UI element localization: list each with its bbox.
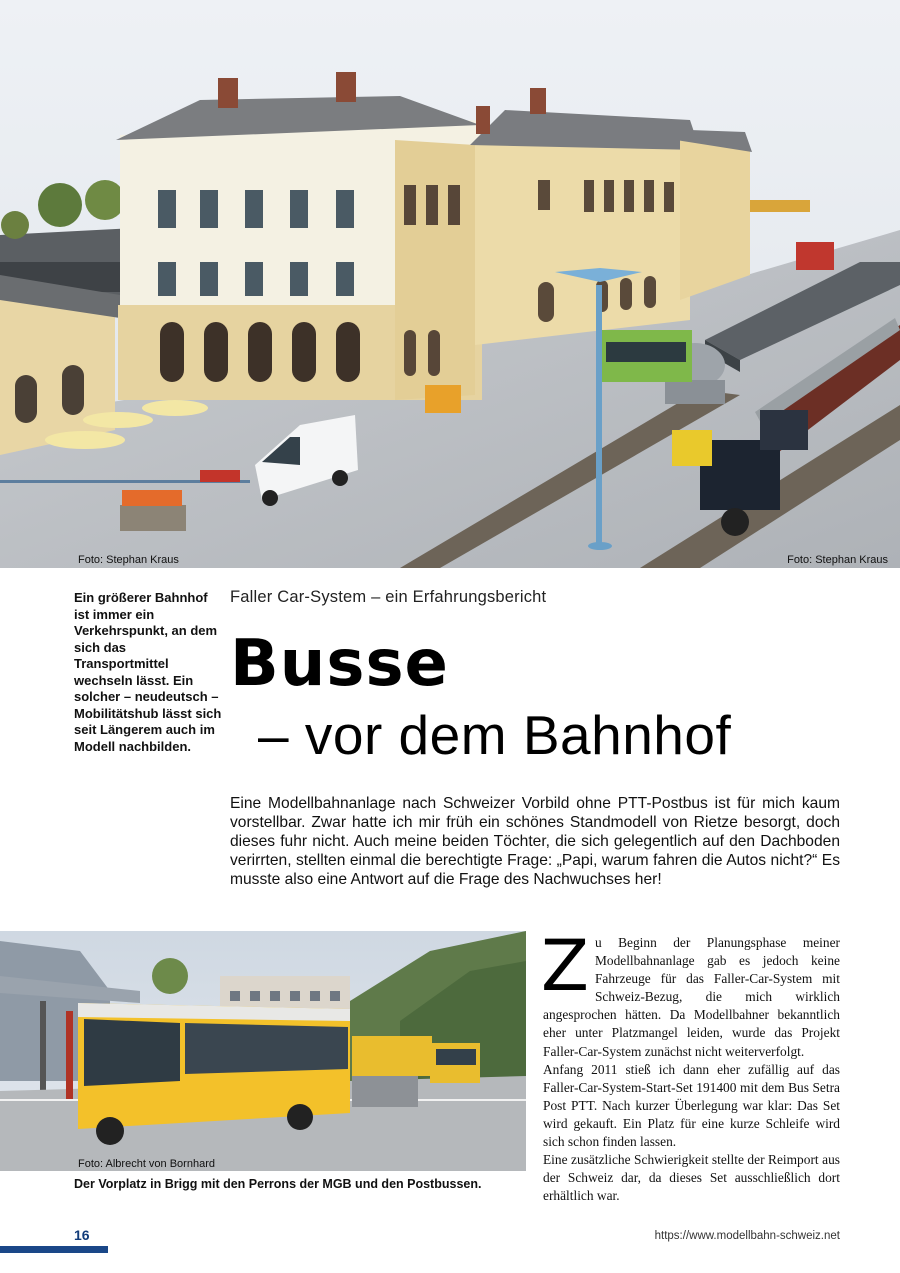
page-number: 16 — [74, 1227, 90, 1243]
brigg-photo-caption: Der Vorplatz in Brigg mit den Perrons der MGB und den Postbussen. — [74, 1177, 482, 1191]
body-text — [541, 925, 840, 1205]
hero-photo — [0, 0, 900, 568]
footer-url: https://www.modellbahn-schweiz.net — [654, 1230, 840, 1242]
brigg-photo — [0, 931, 526, 1171]
body-paragraph-3: Eine zusätzliche Schwierigkeit stellte der Reimport aus der Schweiz dar, da dieses Set ausschließlich dort erhältlich war. — [543, 1152, 840, 1204]
drop-cap: Z — [541, 925, 589, 1007]
intro-paragraph: Eine Modellbahnanlage nach Schweizer Vorbild ohne PTT-Postbus ist für mich kaum vorstellbar. Zwar hatte ich mir früh ein schönes Standmodell von Rietze besorgt, doch dieses fuhr nicht. Auch meine beiden Töchter, die sich gelegentlich auf den Dachboden verirrten, stellten einmal die berechtigte Frage: „Papi, warum fahren die Autos nicht?“ Es musste also eine Antwort auf die Frage des Nachwuchses her! — [230, 795, 840, 888]
hero-photo-credit: Foto: Stephan Kraus — [78, 554, 179, 566]
lead-text: Ein größerer Bahnhof ist immer ein Verkehrspunkt, an dem sich das Transportmittel wechseln lässt. Ein solcher – neudeutsch – Mobilitätshub lässt sich seit Längerem auch im Modell nachbilden. — [74, 590, 222, 754]
article-kicker: Faller Car-System – ein Erfahrungsbericht — [230, 588, 547, 606]
body-paragraph-2: Anfang 2011 stieß ich dann eher zufällig auf das Faller-Car-System-Start-Set 191400 mit dem Bus Setra Post PTT. Nach kurzer Überlegung war klar: Das Set wird gekauft. Ein Platz für eine kurze Schleife wird sich schon finden lassen. — [543, 1061, 840, 1150]
footer-accent-bar — [0, 1246, 108, 1253]
brigg-bus-illustration — [0, 931, 526, 1171]
body-paragraph-1: u Beginn der Planungsphase meiner Modellbahnanlage gab es jedoch keine Fahrzeuge für das Faller-Car-System mit Schweiz-Bezug, die mich wirklich angesprochen hätten. Da Modellbahner bekanntlich eher unter Platzmangel leiden, wurde das Projekt Faller-Car-System zunächst nicht weiterverfolgt. — [543, 935, 840, 1059]
brigg-photo-credit: Foto: Albrecht von Bornhard — [78, 1158, 215, 1170]
station-model-illustration — [0, 0, 900, 568]
article-subheadline: – vor dem Bahnhof — [258, 704, 732, 766]
hero-photo-credit-right: Foto: Stephan Kraus — [787, 554, 888, 566]
article-headline: Busse — [230, 627, 449, 701]
